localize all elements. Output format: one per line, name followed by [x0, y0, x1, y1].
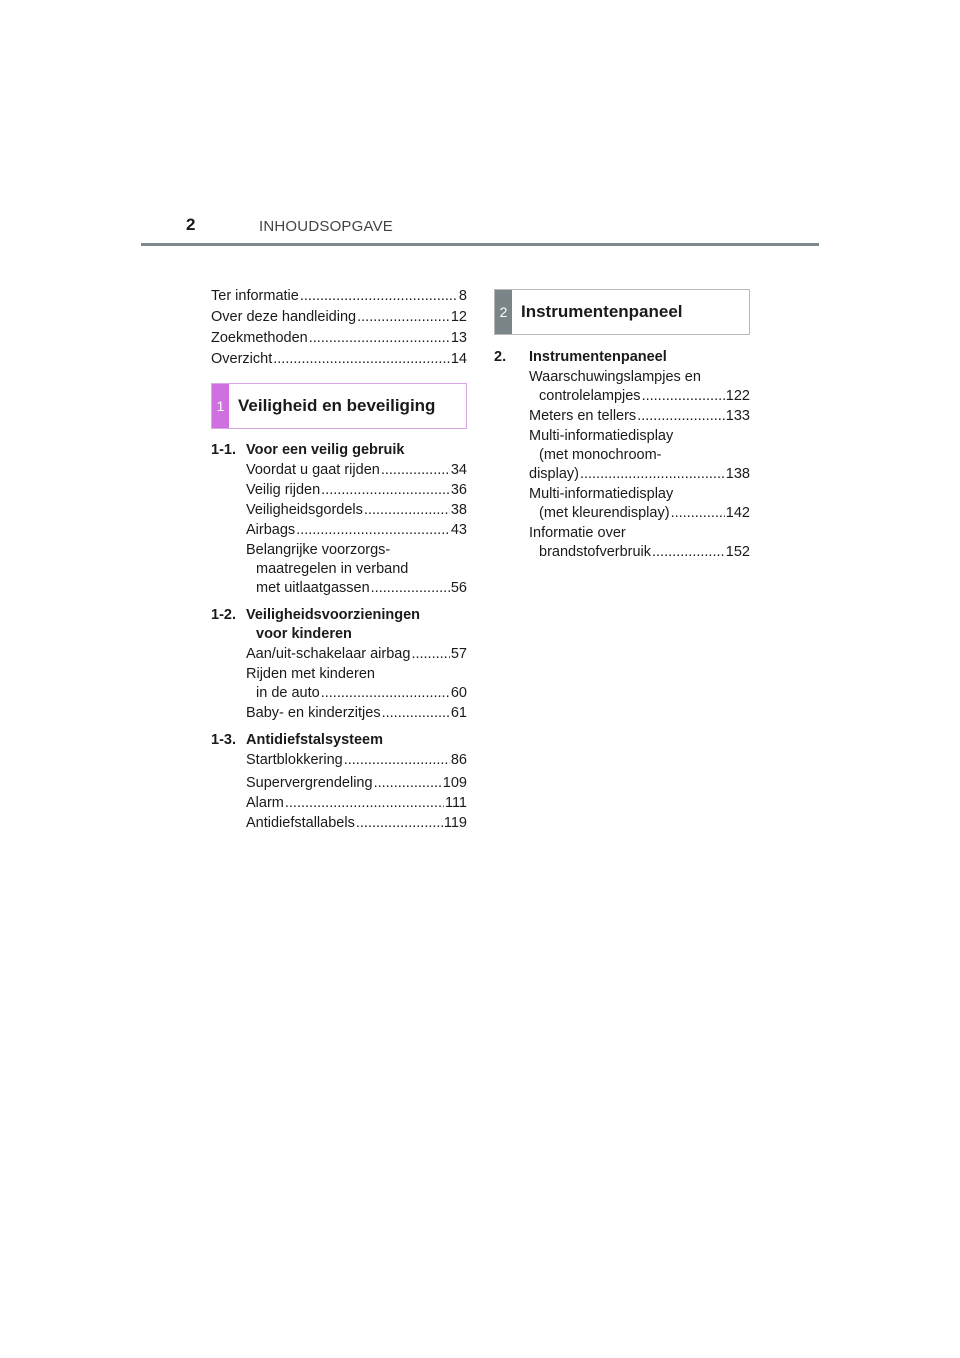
leader-dots: [671, 504, 725, 523]
leader-dots: [300, 286, 458, 306]
toc-entry[interactable]: [246, 521, 467, 540]
toc-intro-list: [211, 286, 467, 369]
entry-label: controlelampjes: [539, 388, 641, 404]
toc-item-label: Zoekmethoden: [211, 330, 308, 346]
toc-entry[interactable]: [246, 814, 467, 833]
section-title: Voor een veilig gebruik: [246, 442, 405, 458]
toc-entry[interactable]: [529, 485, 750, 523]
section-number: 1-1.: [211, 442, 236, 458]
toc-section-1-1: [211, 441, 467, 598]
toc-entry[interactable]: [529, 427, 750, 484]
leader-dots: [321, 481, 450, 500]
section-title: Veiligheidsvoorzieningen: [246, 607, 421, 623]
entry-page: 119: [443, 815, 467, 831]
toc-item-page: 14: [450, 351, 467, 367]
entry-label-line: Informatie over: [529, 525, 626, 541]
toc-entry[interactable]: [529, 407, 750, 426]
entry-label: Veiligheidsgordels: [246, 502, 363, 518]
entry-label: Voordat u gaat rijden: [246, 462, 380, 478]
entry-label-line: Multi-informatiedisplay: [529, 486, 674, 502]
entry-page: 34: [450, 462, 467, 478]
leader-dots: [637, 407, 725, 426]
page-number: 2: [186, 215, 196, 234]
entry-page: 133: [725, 408, 750, 424]
entry-page: 122: [725, 388, 750, 404]
leader-dots: [642, 387, 725, 406]
section-title: Antidiefstalsysteem: [246, 732, 383, 748]
toc-item-page: 13: [450, 330, 467, 346]
leader-dots: [344, 751, 450, 770]
entry-label-line: Waarschuwingslampjes en: [529, 369, 701, 385]
entry-page: 61: [450, 705, 467, 721]
toc-item[interactable]: [211, 328, 467, 348]
toc-item-page: 12: [450, 309, 467, 325]
toc-item-page: 8: [458, 288, 467, 304]
leader-dots: [382, 704, 450, 723]
chapter-1-header[interactable]: [211, 383, 467, 429]
entry-label: Aan/uit-schakelaar airbag: [246, 646, 411, 662]
chapter-2-header[interactable]: [494, 289, 750, 335]
entry-page: 38: [450, 502, 467, 518]
entry-label-line: Multi-informatiedisplay: [529, 428, 674, 444]
section-number: 1-2.: [211, 607, 236, 623]
entry-page: 152: [725, 544, 750, 560]
entry-page: 111: [444, 795, 467, 811]
entry-label: Meters en tellers: [529, 408, 637, 424]
page-title: INHOUDSOPGAVE: [259, 218, 394, 235]
toc-entry[interactable]: [246, 461, 467, 480]
entry-label: Supervergrendeling: [246, 775, 373, 791]
toc-entry[interactable]: [529, 368, 750, 406]
toc-left-column: [211, 286, 467, 833]
header-divider: [141, 243, 819, 246]
leader-dots: [296, 521, 450, 540]
entry-page: 138: [725, 466, 750, 482]
chapter-title: Veiligheid en beveiliging: [238, 396, 436, 415]
leader-dots: [371, 579, 450, 598]
toc-entry[interactable]: [529, 524, 750, 562]
leader-dots: [285, 794, 444, 813]
leader-dots: [309, 328, 450, 348]
chapter-number-tab: 1: [212, 384, 229, 428]
toc-item-label: Overzicht: [211, 351, 273, 367]
entry-label: display): [529, 466, 579, 482]
entry-page: 57: [450, 646, 467, 662]
entry-page: 86: [450, 752, 467, 768]
entry-label-line: maatregelen in verband: [256, 561, 409, 577]
toc-section-2: [494, 348, 750, 562]
leader-dots: [580, 465, 725, 484]
toc-entry[interactable]: [246, 751, 467, 770]
section-number: 1-3.: [211, 732, 236, 748]
leader-dots: [652, 543, 725, 562]
leader-dots: [357, 307, 450, 327]
section-heading[interactable]: [211, 441, 467, 460]
section-heading[interactable]: [494, 348, 750, 367]
toc-section-1-3: [211, 731, 467, 833]
entry-label: Veilig rijden: [246, 482, 321, 498]
toc-item[interactable]: [211, 307, 467, 327]
toc-entry[interactable]: [246, 501, 467, 520]
leader-dots: [381, 461, 450, 480]
entry-page: 56: [450, 580, 467, 596]
leader-dots: [321, 684, 450, 703]
entry-label: in de auto: [256, 685, 320, 701]
leader-dots: [411, 645, 449, 664]
toc-entry[interactable]: [246, 794, 467, 813]
entry-label: (met kleurendisplay): [539, 505, 670, 521]
entry-page: 142: [725, 505, 750, 521]
toc-item-label: Over deze handleiding: [211, 309, 357, 325]
toc-entry[interactable]: [246, 774, 467, 793]
leader-dots: [356, 814, 443, 833]
entry-label-line: Belangrijke voorzorgs-: [246, 542, 391, 558]
toc-section-1-2: [211, 606, 467, 723]
entry-page: 109: [442, 775, 467, 791]
toc-item[interactable]: [211, 286, 467, 306]
toc-right-column: [494, 289, 750, 562]
entry-label: brandstofverbruik: [539, 544, 652, 560]
entry-page: 60: [450, 685, 467, 701]
toc-entry[interactable]: [246, 665, 467, 703]
entry-label: Antidiefstallabels: [246, 815, 355, 831]
entry-label: Baby- en kinderzitjes: [246, 705, 381, 721]
section-heading[interactable]: [211, 731, 467, 750]
section-title-continued: voor kinderen: [256, 626, 352, 642]
toc-entry[interactable]: [246, 704, 467, 723]
entry-label: Airbags: [246, 522, 296, 538]
leader-dots: [273, 349, 450, 369]
toc-entry[interactable]: [246, 645, 467, 664]
toc-entry[interactable]: [246, 481, 467, 500]
section-number: 2.: [494, 349, 507, 365]
toc-entry[interactable]: [246, 541, 467, 598]
toc-item-label: Ter informatie: [211, 288, 299, 304]
entry-page: 43: [450, 522, 467, 538]
toc-item[interactable]: [211, 349, 467, 369]
section-title: Instrumentenpaneel: [529, 349, 667, 365]
chapter-title: Instrumentenpaneel: [521, 302, 683, 321]
entry-label: Startblokkering: [246, 752, 343, 768]
section-heading[interactable]: [211, 606, 467, 644]
chapter-number-tab: 2: [495, 290, 512, 334]
entry-label: met uitlaatgassen: [256, 580, 370, 596]
entry-label-line: Rijden met kinderen: [246, 666, 375, 682]
leader-dots: [374, 774, 442, 793]
leader-dots: [364, 501, 450, 520]
entry-page: 36: [450, 482, 467, 498]
entry-label: Alarm: [246, 795, 284, 811]
entry-label-line: (met monochroom-: [539, 447, 662, 463]
